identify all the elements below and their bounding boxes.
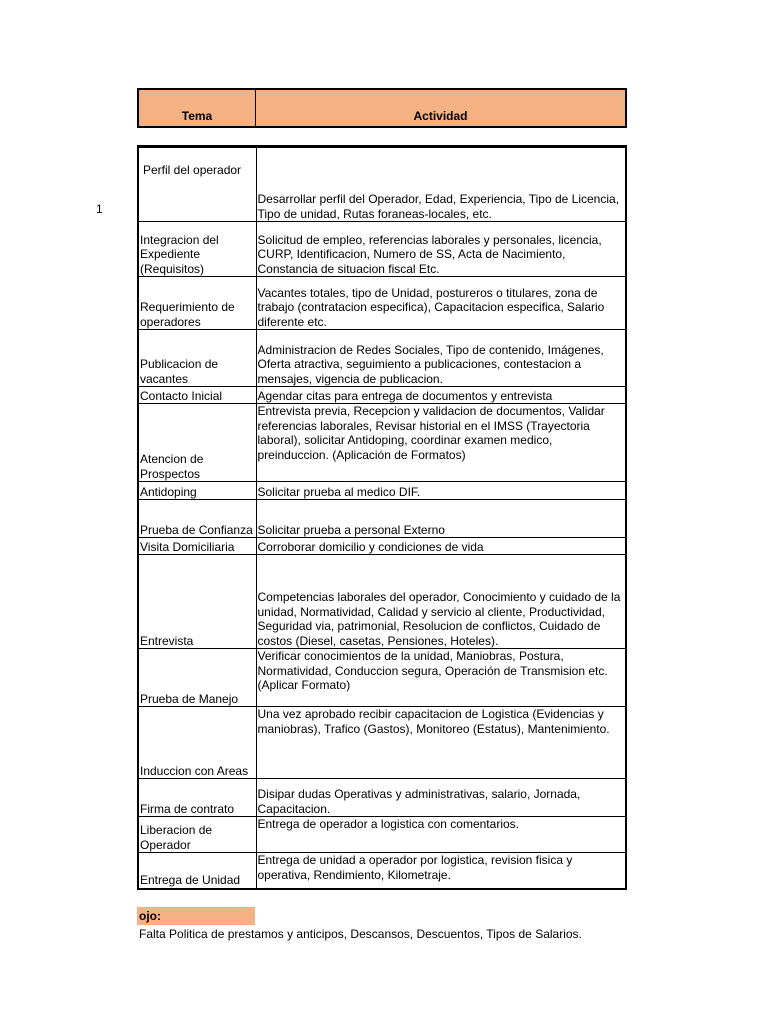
- actividad-cell: Disipar dudas Operativas y administrativas, salario, Jornada, Capacitacion.: [256, 779, 626, 817]
- actividad-cell: Solicitar prueba a personal Externo: [256, 500, 626, 538]
- actividad-cell: Administracion de Redes Sociales, Tipo de contenido, Imágenes, Oferta atractiva, seguimiento a publicaciones, contestacion a mensajes, vigencia de publicacion.: [256, 330, 626, 387]
- tema-cell: Prueba de Manejo: [138, 649, 256, 707]
- activities-table: [137, 145, 627, 890]
- table-row: [138, 555, 626, 649]
- table-row: [138, 404, 626, 482]
- tema-cell: Liberacion de Operador: [138, 817, 256, 853]
- table-row: [138, 538, 626, 555]
- tema-cell: Firma de contrato: [138, 779, 256, 817]
- table-row: [138, 482, 626, 500]
- tema-cell: Visita Domiciliaria: [138, 538, 256, 555]
- table-row: [138, 330, 626, 387]
- actividad-cell: Entrevista previa, Recepcion y validacion de documentos, Validar referencias laborales, Revisar historial en el IMSS (Trayectoria laboral), solicitar Antidoping, coordinar examen medico, preinduccion. (Aplicación de Formatos): [256, 404, 626, 482]
- tema-cell: Integracion del Expediente (Requisitos): [138, 222, 256, 277]
- actividad-cell: Verificar conocimientos de la unidad, Maniobras, Postura, Normatividad, Conduccion segura, Operación de Transmision etc. (Aplicar Formato): [256, 649, 626, 707]
- actividad-cell: Vacantes totales, tipo de Unidad, postureros o titulares, zona de trabajo (contratacion especifica), Capacitacion especifica, Salario diferente etc.: [256, 277, 626, 330]
- table-row: [138, 853, 626, 889]
- table-row: [138, 817, 626, 853]
- table-row: [138, 649, 626, 707]
- tema-cell: Perfil del operador: [138, 147, 256, 222]
- actividad-cell: Competencias laborales del operador, Conocimiento y cuidado de la unidad, Normatividad, Calidad y servicio al cliente, Productividad, Seguridad via, patrimonial, Resolucion de conflictos, Cuidado de costos (Diesel, casetas, Pensiones, Hoteles).: [256, 555, 626, 649]
- tema-cell: Atencion de Prospectos: [138, 404, 256, 482]
- actividad-cell: Solicitar prueba al medico DIF.: [256, 482, 626, 500]
- actividad-cell: Entrega de unidad a operador por logistica, revision fisica y operativa, Rendimiento, Kilometraje.: [256, 853, 626, 889]
- table-row: [138, 779, 626, 817]
- table-row: [138, 500, 626, 538]
- actividad-cell: Una vez aprobado recibir capacitacion de Logistica (Evidencias y maniobras), Trafico (Gastos), Monitoreo (Estatus), Mantenimiento.: [256, 707, 626, 779]
- tema-cell: Antidoping: [138, 482, 256, 500]
- table-row: [138, 387, 626, 404]
- header-tema: Tema: [139, 90, 256, 126]
- actividad-cell: Desarrollar perfil del Operador, Edad, Experiencia, Tipo de Licencia, Tipo de unidad, Rutas foraneas-locales, etc.: [256, 147, 626, 222]
- row-number: 1: [96, 202, 103, 216]
- note-text: Falta Politica de prestamos y anticipos, Descansos, Descuentos, Tipos de Salarios.: [139, 927, 582, 941]
- tema-cell: Entrevista: [138, 555, 256, 649]
- tema-cell: Requerimiento de operadores: [138, 277, 256, 330]
- table-header: [137, 88, 627, 128]
- table-row: [138, 222, 626, 277]
- table-row: [138, 707, 626, 779]
- tema-cell: Publicacion de vacantes: [138, 330, 256, 387]
- tema-cell: Induccion con Areas: [138, 707, 256, 779]
- header-actividad: Actividad: [413, 109, 468, 123]
- table-row: [138, 147, 626, 222]
- actividad-cell: Solicitud de empleo, referencias laborales y personales, licencia, CURP, Identificacion, Numero de SS, Acta de Nacimiento, Constancia de situacion fiscal Etc.: [256, 222, 626, 277]
- actividad-cell: Entrega de operador a logistica con comentarios.: [256, 817, 626, 853]
- note-label: ojo:: [137, 907, 255, 925]
- tema-cell: Contacto Inicial: [138, 387, 256, 404]
- tema-cell: Prueba de Confianza: [138, 500, 256, 538]
- actividad-cell: Agendar citas para entrega de documentos y entrevista: [256, 387, 626, 404]
- table-row: [138, 277, 626, 330]
- tema-cell: Entrega de Unidad: [138, 853, 256, 889]
- actividad-cell: Corroborar domicilio y condiciones de vida: [256, 538, 626, 555]
